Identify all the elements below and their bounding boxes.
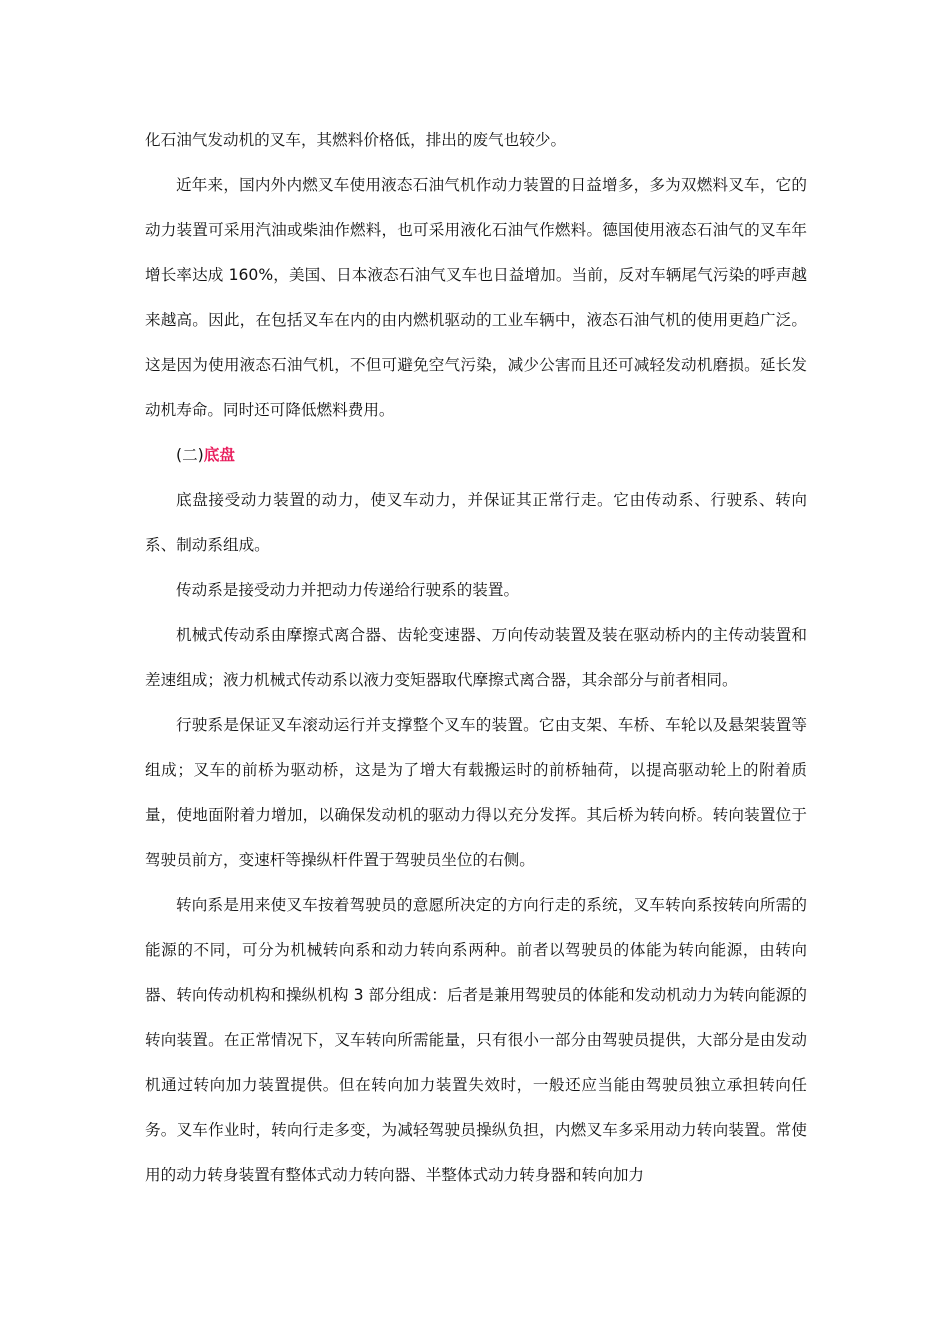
document-page — [145, 118, 807, 1198]
paragraph-lpg-forklifts: 近年来，国内外内燃叉车使用液态石油气机作动力装置的日益增多，多为双燃料叉车，它的动力装置可采用汽油或柴油作燃料，也可采用液化石油气作燃料。德国使用液态石油气的叉车年增长率达成 160%，美国、日本液态石油气叉车也日益增加。当前，反对车辆尾气污染的呼声越来越高。因此，在包括叉车在内的由内燃机驱动的工业车辆中，液态石油气机的使用更趋广泛。这是因为使用液态石油气机，不但可避免空气污染，减少公害而且还可减轻发动机磨损。延长发动机寿命。同时还可降低燃料费用。 — [145, 176, 807, 419]
section-heading-title: 底盘 — [203, 446, 235, 464]
paragraph-running-gear: 行驶系是保证叉车滚动运行并支撑整个叉车的装置。它由支架、车桥、车轮以及悬架装置等组成；叉车的前桥为驱动桥，这是为了增大有载搬运时的前桥轴荷，以提高驱动轮上的附着质量，使地面附着力增加，以确保发动机的驱动力得以充分发挥。其后桥为转向桥。转向装置位于驾驶员前方，变速杆等操纵杆件置于驾驶员坐位的右侧。 — [145, 716, 807, 869]
paragraph-steering-system: 转向系是用来使叉车按着驾驶员的意愿所决定的方向行走的系统，叉车转向系按转向所需的能源的不同，可分为机械转向系和动力转向系两种。前者以驾驶员的体能为转向能源，由转向器、转向传动机构和操纵机构 3 部分组成：后者是兼用驾驶员的体能和发动机动力为转向能源的转向装置。在正常情况下，叉车转向所需能量，只有很小一部分由驾驶员提供，大部分是由发动机通过转向加力装置提供。但在转向加力装置失效时，一般还应当能由驾驶员独立承担转向任务。叉车作业时，转向行走多变，为减轻驾驶员操纵负担，内燃叉车多采用动力转向装置。常使用的动力转身装置有整体式动力转向器、半整体式动力转身器和转向加力 — [145, 896, 807, 1184]
section-heading-chassis — [145, 433, 807, 478]
paragraph-lpg-intro-end: 化石油气发动机的叉车，其燃料价格低，排出的废气也较少。 — [145, 131, 567, 149]
paragraph-transmission-types: 机械式传动系由摩擦式离合器、齿轮变速器、万向传动装置及装在驱动桥内的主传动装置和差速组成；液力机械式传动系以液力变矩器取代摩擦式离合器，其余部分与前者相同。 — [145, 626, 807, 689]
section-heading-number: (二) — [176, 446, 204, 464]
paragraph-transmission-definition: 传动系是接受动力并把动力传递给行驶系的装置。 — [176, 581, 520, 599]
paragraph-chassis-overview: 底盘接受动力装置的动力，使叉车动力，并保证其正常行走。它由传动系、行驶系、转向系、制动系组成。 — [145, 491, 807, 554]
